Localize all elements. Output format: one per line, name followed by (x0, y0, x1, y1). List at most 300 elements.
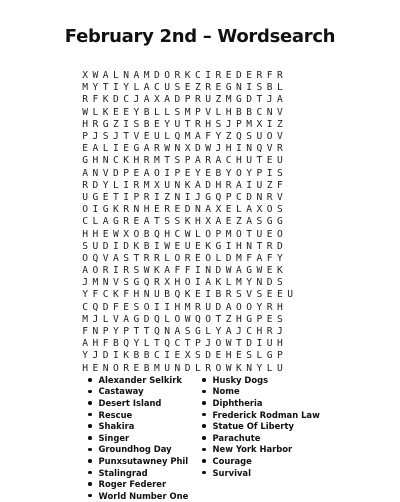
grid-letter: K (184, 179, 191, 191)
grid-letter: A (194, 155, 201, 167)
word-list-item (88, 478, 188, 490)
grid-letter: A (123, 313, 130, 325)
grid-letter: D (174, 94, 181, 106)
grid-letter: T (112, 191, 119, 203)
grid-letter: F (276, 179, 283, 191)
grid-letter: S (194, 350, 201, 362)
grid-letter: R (225, 289, 232, 301)
grid-letter: Y (246, 167, 253, 179)
grid-letter: A (246, 204, 253, 216)
word-list-item (202, 444, 320, 456)
grid-letter: Y (133, 106, 140, 118)
word-label: Husky Dogs (212, 374, 269, 385)
grid-letter: B (266, 82, 273, 94)
grid-letter: T (184, 338, 191, 350)
grid-letter: Q (235, 131, 242, 143)
grid-letter: D (246, 338, 253, 350)
grid-letter: R (194, 118, 201, 130)
grid-letter: E (266, 155, 273, 167)
grid-letter: L (276, 82, 283, 94)
bullet-icon (88, 471, 92, 475)
grid-letter: R (82, 179, 89, 191)
grid-row (80, 363, 326, 375)
grid-letter: R (92, 118, 99, 130)
word-label: Parachute (212, 432, 261, 443)
grid-letter: N (235, 82, 242, 94)
grid-letter: Q (215, 191, 222, 203)
grid-letter: J (215, 143, 222, 155)
grid-letter: S (215, 118, 222, 130)
grid-letter: L (164, 131, 171, 143)
grid-letter: R (123, 362, 130, 374)
grid-letter: M (82, 313, 89, 325)
grid-letter: U (153, 131, 160, 143)
grid-letter: G (246, 265, 253, 277)
grid-letter: E (266, 228, 273, 240)
grid-letter: I (266, 167, 273, 179)
grid-letter: D (184, 362, 191, 374)
grid-letter: X (82, 70, 89, 82)
grid-letter: M (225, 228, 232, 240)
grid-letter: O (276, 228, 283, 240)
grid-letter: R (194, 94, 201, 106)
grid-letter: V (112, 277, 119, 289)
grid-letter: R (276, 70, 283, 82)
grid-row (80, 216, 326, 228)
grid-letter: E (133, 167, 140, 179)
grid-letter: N (164, 326, 171, 338)
grid-letter: P (256, 313, 263, 325)
grid-letter: A (164, 94, 171, 106)
grid-letter: U (82, 191, 89, 203)
grid-letter: T (246, 228, 253, 240)
grid-letter: V (246, 289, 253, 301)
grid-letter: E (174, 240, 181, 252)
grid-letter: O (266, 204, 273, 216)
grid-letter: W (225, 362, 232, 374)
grid-letter: Y (82, 350, 89, 362)
grid-letter: E (266, 265, 273, 277)
grid-row (80, 241, 326, 253)
grid-letter: G (266, 216, 273, 228)
grid-letter: Q (123, 338, 130, 350)
grid-letter: I (184, 191, 191, 203)
grid-letter: V (266, 143, 273, 155)
word-list-item (202, 397, 320, 409)
grid-letter: W (112, 228, 119, 240)
grid-letter: A (82, 167, 89, 179)
grid-letter: A (215, 216, 222, 228)
grid-letter: L (215, 252, 222, 264)
grid-letter: E (215, 82, 222, 94)
grid-letter: G (133, 143, 140, 155)
grid-letter: C (82, 216, 89, 228)
word-list-item (202, 409, 320, 421)
grid-letter: O (215, 338, 222, 350)
grid-letter: J (276, 326, 283, 338)
grid-letter: D (235, 70, 242, 82)
grid-letter: B (143, 240, 150, 252)
grid-letter: L (164, 313, 171, 325)
word-list-item (202, 386, 320, 398)
grid-letter: C (256, 106, 263, 118)
grid-letter: M (153, 155, 160, 167)
grid-letter: M (153, 362, 160, 374)
grid-letter: P (133, 191, 140, 203)
grid-letter: D (266, 277, 273, 289)
grid-letter: U (164, 362, 171, 374)
grid-letter: I (92, 204, 99, 216)
grid-letter: T (153, 338, 160, 350)
grid-letter: R (225, 179, 232, 191)
grid-letter: P (82, 131, 89, 143)
grid-letter: O (82, 204, 89, 216)
grid-letter: T (133, 326, 140, 338)
grid-letter: R (266, 301, 273, 313)
grid-letter: L (92, 106, 99, 118)
grid-letter: S (133, 301, 140, 313)
grid-letter: I (123, 191, 130, 203)
bullet-icon (88, 436, 92, 440)
grid-letter: E (266, 289, 273, 301)
grid-letter: G (133, 313, 140, 325)
grid-letter: A (143, 82, 150, 94)
grid-letter: Y (92, 82, 99, 94)
grid-letter: A (205, 277, 212, 289)
grid-letter: T (133, 252, 140, 264)
grid-letter: C (246, 326, 253, 338)
grid-letter: E (123, 143, 130, 155)
grid-letter: R (153, 252, 160, 264)
grid-letter: C (82, 301, 89, 313)
grid-letter: E (82, 143, 89, 155)
grid-letter: I (153, 301, 160, 313)
grid-letter: N (102, 277, 109, 289)
grid-letter: P (184, 94, 191, 106)
grid-letter: I (246, 179, 253, 191)
grid-letter: I (112, 143, 119, 155)
grid-letter: E (133, 362, 140, 374)
grid-letter: N (92, 326, 99, 338)
grid-letter: E (92, 362, 99, 374)
grid-letter: V (205, 106, 212, 118)
grid-letter: I (164, 301, 171, 313)
grid-letter: C (235, 191, 242, 203)
grid-letter: G (215, 240, 222, 252)
grid-letter: H (225, 143, 232, 155)
grid-letter: E (133, 216, 140, 228)
grid-letter: M (235, 277, 242, 289)
grid-letter: Q (92, 301, 99, 313)
page-title: February 2nd – Wordsearch (64, 26, 336, 47)
grid-letter: W (225, 338, 232, 350)
grid-letter: L (205, 326, 212, 338)
grid-letter: E (153, 204, 160, 216)
grid-letter: V (276, 131, 283, 143)
grid-letter: D (246, 94, 253, 106)
grid-letter: Y (164, 118, 171, 130)
grid-letter: K (184, 70, 191, 82)
grid-letter: R (143, 155, 150, 167)
word-list-column-2 (202, 374, 320, 478)
word-list-item (88, 420, 188, 432)
grid-letter: X (205, 216, 212, 228)
grid-letter: H (82, 362, 89, 374)
grid-letter: K (153, 265, 160, 277)
grid-letter: U (174, 118, 181, 130)
grid-letter: P (123, 167, 130, 179)
grid-letter: Q (153, 228, 160, 240)
grid-letter: Z (276, 118, 283, 130)
grid-letter: R (205, 82, 212, 94)
grid-letter: U (256, 228, 263, 240)
grid-letter: L (102, 313, 109, 325)
grid-letter: H (235, 240, 242, 252)
grid-letter: O (92, 265, 99, 277)
word-list-item (88, 397, 188, 409)
grid-letter: K (112, 204, 119, 216)
grid-letter: E (205, 167, 212, 179)
grid-letter: I (153, 240, 160, 252)
grid-letter: B (215, 167, 222, 179)
grid-letter: R (266, 326, 273, 338)
grid-letter: O (266, 131, 273, 143)
grid-letter: C (112, 155, 119, 167)
grid-letter: L (194, 228, 201, 240)
grid-letter: A (82, 265, 89, 277)
grid-letter: H (276, 301, 283, 313)
grid-letter: U (256, 131, 263, 143)
grid-letter: X (123, 228, 130, 240)
grid-letter: G (235, 94, 242, 106)
grid-letter: E (143, 131, 150, 143)
grid-letter: B (143, 350, 150, 362)
grid-letter: T (184, 118, 191, 130)
grid-letter: G (246, 313, 253, 325)
grid-letter: U (164, 82, 171, 94)
word-label: Punxsutawney Phil (98, 455, 189, 466)
grid-letter: O (205, 228, 212, 240)
grid-letter: I (194, 277, 201, 289)
grid-letter: I (164, 167, 171, 179)
grid-letter: Y (194, 167, 201, 179)
grid-letter: B (143, 118, 150, 130)
grid-letter: M (246, 118, 253, 130)
grid-letter: T (256, 240, 263, 252)
grid-letter: C (225, 155, 232, 167)
grid-letter: A (133, 70, 140, 82)
grid-letter: Q (174, 131, 181, 143)
grid-letter: E (184, 167, 191, 179)
grid-letter: O (205, 313, 212, 325)
grid-letter: M (184, 131, 191, 143)
grid-row (80, 204, 326, 216)
grid-row (80, 131, 326, 143)
bullet-icon (202, 459, 206, 463)
grid-letter: Z (266, 179, 273, 191)
grid-letter: I (205, 289, 212, 301)
grid-row (80, 314, 326, 326)
grid-letter: Z (225, 313, 232, 325)
grid-letter: L (215, 106, 222, 118)
grid-letter: N (174, 143, 181, 155)
grid-letter: K (102, 106, 109, 118)
grid-letter: O (246, 301, 253, 313)
grid-letter: R (102, 265, 109, 277)
grid-letter: B (143, 228, 150, 240)
grid-letter: W (164, 240, 171, 252)
grid-letter: K (276, 265, 283, 277)
grid-letter: G (102, 118, 109, 130)
grid-letter: W (205, 143, 212, 155)
grid-row (80, 289, 326, 301)
grid-letter: S (235, 289, 242, 301)
grid-letter: S (184, 326, 191, 338)
grid-letter: I (194, 265, 201, 277)
grid-row (80, 253, 326, 265)
grid-letter: I (205, 70, 212, 82)
word-list-item (202, 455, 320, 467)
grid-letter: B (143, 362, 150, 374)
grid-letter: P (184, 155, 191, 167)
bullet-icon (88, 482, 92, 486)
grid-letter: M (184, 301, 191, 313)
grid-letter: Q (164, 338, 171, 350)
grid-letter: L (102, 143, 109, 155)
grid-letter: F (266, 70, 273, 82)
grid-letter: N (123, 70, 130, 82)
grid-row (80, 155, 326, 167)
grid-letter: S (174, 155, 181, 167)
grid-letter: S (246, 350, 253, 362)
grid-letter: L (164, 106, 171, 118)
grid-row (80, 338, 326, 350)
grid-letter: N (143, 289, 150, 301)
grid-letter: A (194, 131, 201, 143)
grid-letter: W (256, 265, 263, 277)
grid-letter: D (225, 252, 232, 264)
grid-letter: F (92, 289, 99, 301)
grid-letter: X (184, 350, 191, 362)
grid-letter: D (102, 240, 109, 252)
grid-letter: S (256, 216, 263, 228)
grid-letter: O (235, 167, 242, 179)
grid-letter: P (225, 191, 232, 203)
grid-letter: E (225, 70, 232, 82)
grid-letter: V (276, 106, 283, 118)
bullet-icon (88, 494, 92, 498)
word-list-column-1 (88, 374, 188, 502)
word-list-item (88, 467, 188, 479)
grid-letter: A (194, 179, 201, 191)
grid-letter: H (164, 228, 171, 240)
grid-letter: S (174, 106, 181, 118)
word-label: Survival (212, 467, 251, 478)
grid-letter: T (256, 94, 263, 106)
grid-letter: H (82, 228, 89, 240)
grid-letter: L (92, 216, 99, 228)
grid-letter: G (194, 326, 201, 338)
grid-letter: X (256, 204, 263, 216)
grid-letter: O (174, 313, 181, 325)
grid-letter: R (153, 143, 160, 155)
word-list-item (202, 467, 320, 479)
grid-letter: O (164, 70, 171, 82)
grid-letter: A (246, 216, 253, 228)
grid-letter: L (143, 338, 150, 350)
grid-letter: H (235, 155, 242, 167)
grid-letter: A (143, 216, 150, 228)
grid-letter: R (82, 94, 89, 106)
grid-letter: F (82, 326, 89, 338)
grid-letter: F (92, 94, 99, 106)
grid-letter: S (82, 240, 89, 252)
grid-letter: P (194, 106, 201, 118)
grid-letter: K (184, 216, 191, 228)
grid-letter: F (112, 301, 119, 313)
grid-letter: F (205, 131, 212, 143)
grid-letter: H (225, 350, 232, 362)
grid-letter: R (276, 143, 283, 155)
word-list-item (88, 409, 188, 421)
grid-letter: R (256, 70, 263, 82)
grid-letter: N (194, 204, 201, 216)
grid-letter: L (225, 277, 232, 289)
grid-letter: P (215, 228, 222, 240)
grid-letter: I (112, 82, 119, 94)
grid-letter: N (246, 240, 253, 252)
grid-letter: B (112, 338, 119, 350)
grid-letter: A (143, 167, 150, 179)
grid-letter: O (112, 362, 119, 374)
grid-letter: B (215, 289, 222, 301)
grid-letter: N (256, 191, 263, 203)
grid-letter: J (112, 131, 119, 143)
grid-row (80, 265, 326, 277)
grid-letter: E (266, 313, 273, 325)
grid-letter: A (92, 143, 99, 155)
grid-letter: Z (164, 191, 171, 203)
grid-letter: Y (215, 326, 222, 338)
grid-letter: N (205, 265, 212, 277)
grid-letter: N (246, 143, 253, 155)
grid-letter: E (184, 82, 191, 94)
grid-letter: E (102, 228, 109, 240)
grid-letter: Q (153, 326, 160, 338)
grid-letter: J (133, 94, 140, 106)
bullet-icon (88, 413, 92, 417)
grid-letter: F (123, 289, 130, 301)
bullet-icon (88, 401, 92, 405)
grid-letter: V (102, 167, 109, 179)
grid-letter: C (174, 228, 181, 240)
grid-letter: H (143, 204, 150, 216)
grid-letter: G (225, 82, 232, 94)
grid-row (80, 302, 326, 314)
grid-letter: A (276, 94, 283, 106)
grid-letter: A (102, 216, 109, 228)
word-label: Nome (212, 386, 240, 397)
grid-letter: H (174, 277, 181, 289)
grid-letter: C (174, 338, 181, 350)
grid-letter: N (102, 362, 109, 374)
grid-letter: N (92, 167, 99, 179)
grid-letter: P (194, 338, 201, 350)
word-label: Groundhog Day (98, 444, 172, 455)
grid-letter: X (153, 94, 160, 106)
grid-letter: R (153, 277, 160, 289)
grid-letter: L (112, 70, 119, 82)
